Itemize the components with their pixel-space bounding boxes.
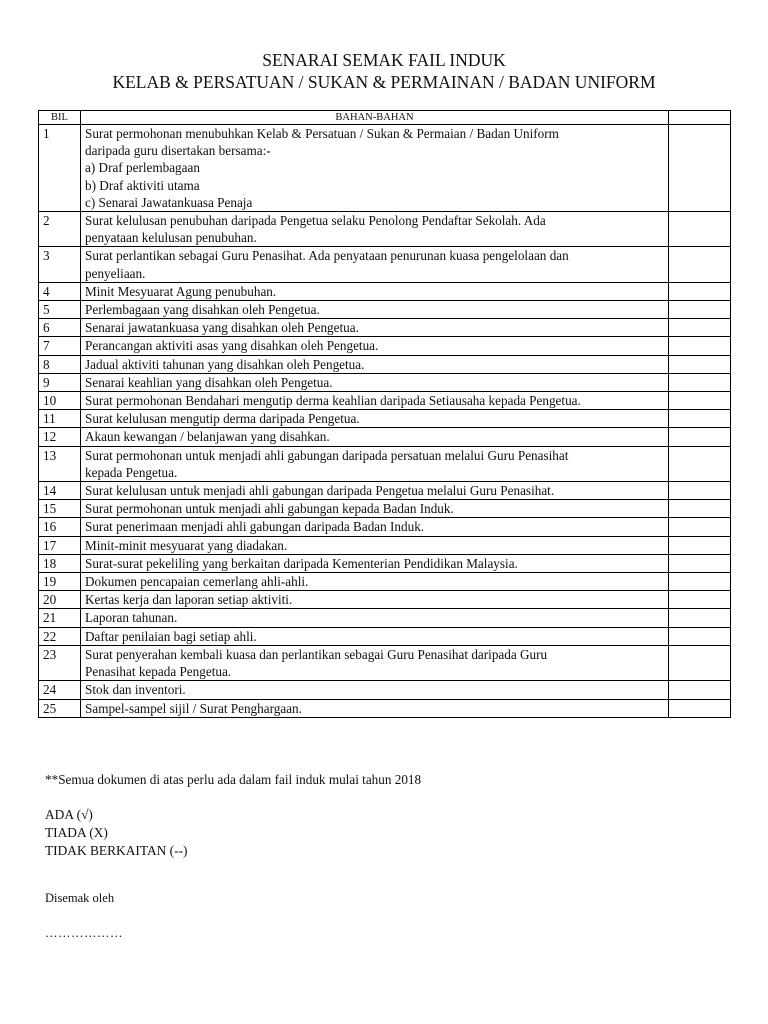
row-check-cell[interactable] xyxy=(669,627,731,645)
row-item-line: penyeliaan. xyxy=(85,265,146,281)
table-row xyxy=(39,609,731,627)
document-subtitle: KELAB & PERSATUAN / SUKAN & PERMAINAN / BADAN UNIFORM xyxy=(112,72,656,92)
table-row xyxy=(39,518,731,536)
row-number: 4 xyxy=(39,282,81,300)
checklist-table xyxy=(38,110,731,718)
row-number: 15 xyxy=(39,500,81,518)
table-row xyxy=(39,645,731,680)
row-number: 16 xyxy=(39,518,81,536)
row-item xyxy=(81,609,669,627)
row-item-line: Surat kelulusan mengutip derma daripada Pengetua. xyxy=(85,411,360,427)
row-item-line: Laporan tahunan. xyxy=(85,610,178,626)
table-row xyxy=(39,319,731,337)
row-item-line: Surat permohonan Bendahari mengutip derma keahlian daripada Setiausaha kepada Pengetua. xyxy=(85,393,581,409)
table-row xyxy=(39,446,731,481)
table-row xyxy=(39,699,731,717)
header-check xyxy=(669,111,731,125)
signature-line: ……………… xyxy=(45,926,123,940)
row-number: 9 xyxy=(39,373,81,391)
row-number: 22 xyxy=(39,627,81,645)
row-check-cell[interactable] xyxy=(669,373,731,391)
row-item-line: Surat-surat pekeliling yang berkaitan daripada Kementerian Pendidikan Malaysia. xyxy=(85,555,518,571)
row-item-line: Surat permohonan menubuhkan Kelab & Persatuan / Sukan & Permaian / Badan Uniform xyxy=(85,126,559,141)
row-number: 6 xyxy=(39,319,81,337)
row-item-line: Surat permohonan untuk menjadi ahli gabungan kepada Badan Induk. xyxy=(85,501,454,517)
row-number: 25 xyxy=(39,699,81,717)
row-number: 3 xyxy=(39,247,81,282)
row-number: 13 xyxy=(39,446,81,481)
table-row xyxy=(39,591,731,609)
row-item xyxy=(81,212,669,247)
row-item xyxy=(81,282,669,300)
row-check-cell[interactable] xyxy=(669,282,731,300)
row-number: 23 xyxy=(39,645,81,680)
row-check-cell[interactable] xyxy=(669,446,731,481)
row-item-line: kepada Pengetua. xyxy=(85,464,178,480)
row-check-cell[interactable] xyxy=(669,645,731,680)
row-item-line: Surat kelulusan penubuhan daripada Pengetua selaku Penolong Pendaftar Sekolah. Ada xyxy=(85,213,546,229)
row-item-line: Surat permohonan untuk menjadi ahli gabungan daripada persatuan melalui Guru Penasihat xyxy=(85,447,569,463)
row-item xyxy=(81,373,669,391)
table-row xyxy=(39,681,731,699)
row-item xyxy=(81,573,669,591)
row-check-cell[interactable] xyxy=(669,591,731,609)
table-row xyxy=(39,627,731,645)
row-item xyxy=(81,536,669,554)
row-item xyxy=(81,500,669,518)
row-item xyxy=(81,699,669,717)
table-row xyxy=(39,355,731,373)
row-item-line: Perlembagaan yang disahkan oleh Pengetua. xyxy=(85,302,320,318)
table-row xyxy=(39,212,731,247)
row-check-cell[interactable] xyxy=(669,428,731,446)
row-item xyxy=(81,392,669,410)
row-check-cell[interactable] xyxy=(669,699,731,717)
row-item xyxy=(81,355,669,373)
header-bahan: BAHAN-BAHAN xyxy=(81,111,669,125)
row-item xyxy=(81,410,669,428)
row-item-line: daripada guru disertakan bersama:- xyxy=(85,143,271,159)
row-check-cell[interactable] xyxy=(669,410,731,428)
table-row xyxy=(39,428,731,446)
note-text: **Semua dokumen di atas perlu ada dalam fail induk mulai tahun 2018 xyxy=(45,772,422,787)
row-number: 12 xyxy=(39,428,81,446)
row-item-line: a) Draf perlembagaan xyxy=(85,160,200,176)
row-item-line: Surat perlantikan sebagai Guru Penasihat. Ada penyataan penurunan kuasa pengelolaan dan xyxy=(85,248,569,264)
row-item-line: Kertas kerja dan laporan setiap aktiviti. xyxy=(85,592,293,608)
legend-ada: ADA (√) xyxy=(45,807,93,822)
row-number: 8 xyxy=(39,355,81,373)
table-row xyxy=(39,282,731,300)
row-item-line: Senarai jawatankuasa yang disahkan oleh Pengetua. xyxy=(85,320,359,336)
row-item xyxy=(81,554,669,572)
row-item-line: Penasihat kepada Pengetua. xyxy=(85,664,232,680)
row-number: 7 xyxy=(39,337,81,355)
row-item-line: c) Senarai Jawatankuasa Penaja xyxy=(85,194,253,210)
row-number: 20 xyxy=(39,591,81,609)
row-number: 17 xyxy=(39,536,81,554)
row-item xyxy=(81,428,669,446)
row-check-cell[interactable] xyxy=(669,247,731,282)
row-item-line: Sampel-sampel sijil / Surat Penghargaan. xyxy=(85,700,302,716)
checklist-rows xyxy=(39,125,731,718)
row-item xyxy=(81,247,669,282)
table-row xyxy=(39,573,731,591)
row-item xyxy=(81,681,669,699)
row-number: 14 xyxy=(39,482,81,500)
row-check-cell[interactable] xyxy=(669,609,731,627)
table-row xyxy=(39,410,731,428)
row-item-line: Surat kelulusan untuk menjadi ahli gabungan daripada Pengetua melalui Guru Penasihat. xyxy=(85,483,555,499)
header-bil: BIL xyxy=(39,111,81,125)
row-item xyxy=(81,591,669,609)
row-check-cell[interactable] xyxy=(669,212,731,247)
row-item xyxy=(81,125,669,212)
row-item-line: Senarai keahlian yang disahkan oleh Pengetua. xyxy=(85,374,333,390)
row-number: 11 xyxy=(39,410,81,428)
row-check-cell[interactable] xyxy=(669,319,731,337)
row-item-line: Perancangan aktiviti asas yang disahkan oleh Pengetua. xyxy=(85,338,379,354)
legend-tiada: TIADA (X) xyxy=(45,825,108,840)
row-item-line: Surat penyerahan kembali kuasa dan perlantikan sebagai Guru Penasihat daripada Guru xyxy=(85,646,548,662)
row-check-cell[interactable] xyxy=(669,500,731,518)
row-item-line: b) Draf aktiviti utama xyxy=(85,177,200,193)
row-item xyxy=(81,337,669,355)
row-item-line: Jadual aktiviti tahunan yang disahkan oleh Pengetua. xyxy=(85,356,365,372)
row-item xyxy=(81,319,669,337)
table-row xyxy=(39,247,731,282)
row-check-cell[interactable] xyxy=(669,681,731,699)
row-item xyxy=(81,446,669,481)
row-check-cell[interactable] xyxy=(669,573,731,591)
legend xyxy=(45,806,187,860)
row-item-line: Minit Mesyuarat Agung penubuhan. xyxy=(85,283,277,299)
row-item-line: Akaun kewangan / belanjawan yang disahkan. xyxy=(85,429,330,445)
row-number: 5 xyxy=(39,301,81,319)
table-row xyxy=(39,373,731,391)
row-check-cell[interactable] xyxy=(669,536,731,554)
row-check-cell[interactable] xyxy=(669,301,731,319)
row-item-line: Daftar penilaian bagi setiap ahli. xyxy=(85,628,257,644)
document-title: SENARAI SEMAK FAIL INDUK xyxy=(262,50,506,70)
checked-by-label: Disemak oleh xyxy=(45,891,115,905)
table-row xyxy=(39,392,731,410)
row-number: 21 xyxy=(39,609,81,627)
row-number: 10 xyxy=(39,392,81,410)
row-item-line: penyataan kelulusan penubuhan. xyxy=(85,230,257,246)
row-check-cell[interactable] xyxy=(669,355,731,373)
row-item xyxy=(81,301,669,319)
row-item-line: Dokumen pencapaian cemerlang ahli-ahli. xyxy=(85,574,309,590)
table-row xyxy=(39,482,731,500)
row-item-line: Surat penerimaan menjadi ahli gabungan daripada Badan Induk. xyxy=(85,519,425,535)
row-check-cell[interactable] xyxy=(669,125,731,212)
table-row xyxy=(39,500,731,518)
row-number: 1 xyxy=(39,125,81,212)
table-row xyxy=(39,554,731,572)
row-check-cell[interactable] xyxy=(669,518,731,536)
row-item-line: Minit-minit mesyuarat yang diadakan. xyxy=(85,537,288,553)
row-item-line: Stok dan inventori. xyxy=(85,682,186,698)
row-check-cell[interactable] xyxy=(669,337,731,355)
row-check-cell[interactable] xyxy=(669,554,731,572)
table-row xyxy=(39,536,731,554)
row-number: 2 xyxy=(39,212,81,247)
row-number: 19 xyxy=(39,573,81,591)
table-row xyxy=(39,337,731,355)
row-check-cell[interactable] xyxy=(669,392,731,410)
row-number: 18 xyxy=(39,554,81,572)
row-number: 24 xyxy=(39,681,81,699)
table-header-row xyxy=(39,111,731,125)
row-check-cell[interactable] xyxy=(669,482,731,500)
row-item xyxy=(81,482,669,500)
row-item xyxy=(81,518,669,536)
table-row xyxy=(39,301,731,319)
legend-tidak-berkaitan: TIDAK BERKAITAN (--) xyxy=(45,843,188,858)
row-item xyxy=(81,645,669,680)
table-row xyxy=(39,125,731,212)
row-item xyxy=(81,627,669,645)
